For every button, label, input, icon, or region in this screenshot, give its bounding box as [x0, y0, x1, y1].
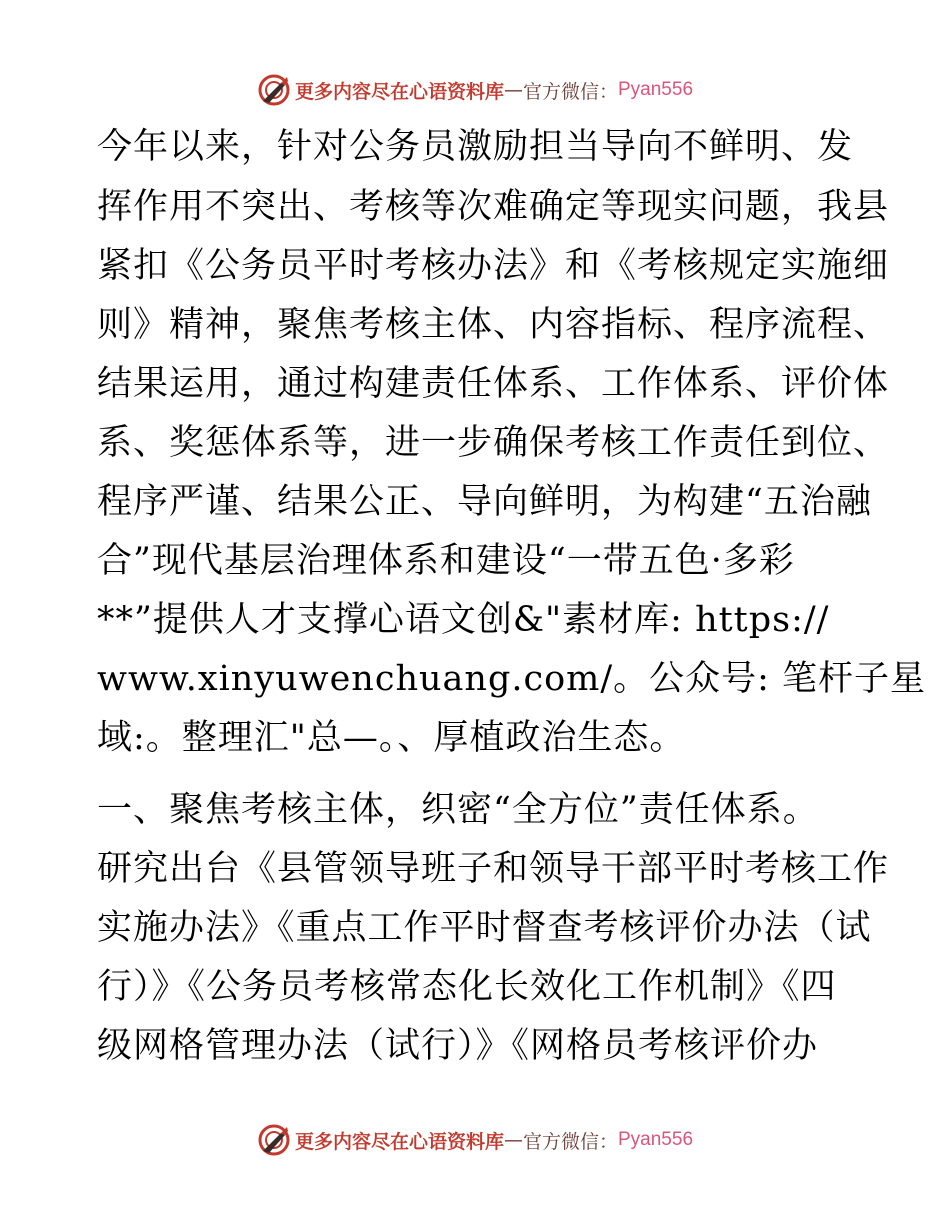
body-line: 研究出台《县管领导班子和领导干部平时考核工作	[97, 849, 890, 889]
watermark-dash: —	[503, 79, 523, 101]
body-line: 程序严谨、结果公正、导向鲜明，为构建“五治融	[97, 482, 872, 522]
body-line: 行）》《公务员考核常态化长效化工作机制》《四	[97, 967, 837, 1007]
body-line: 实施办法》《重点工作平时督查考核评价办法（试	[97, 908, 872, 948]
body-line: 域:。整理汇"总—。、厚植政治生态。	[97, 718, 686, 758]
body-line: 级网格管理办法（试行）》《网格员考核评价办	[97, 1026, 819, 1066]
body-line: 今年以来，针对公务员激励担当导向不鲜明、发	[97, 127, 854, 167]
header-watermark	[0, 70, 950, 110]
body-line: 结果运用，通过构建责任体系、工作体系、评价体	[97, 364, 890, 404]
pen-logo-icon	[257, 73, 291, 107]
body-line: **”提供人才支撑心语文创&"素材库: https://	[97, 600, 830, 640]
body-line: 则》精神，聚焦考核主体、内容指标、程序流程、	[97, 305, 890, 345]
watermark-site-text: 更多内容尽在心语资料库	[294, 80, 504, 103]
body-line: 合”现代基层治理体系和建设“一带五色·多彩	[97, 541, 795, 581]
watermark-wechat-id: Pyan556	[618, 1129, 694, 1150]
footer-watermark	[0, 1120, 950, 1160]
section-heading: 一、聚焦考核主体，织密“全方位”责任体系。	[97, 790, 819, 830]
watermark-dash: —	[503, 1129, 523, 1151]
watermark-site-text: 更多内容尽在心语资料库	[294, 1130, 504, 1153]
watermark-wechat-label: 官方微信：	[522, 80, 618, 103]
body-line: 紧扣《公务员平时考核办法》和《考核规定实施细	[97, 246, 890, 286]
watermark-wechat-id: Pyan556	[618, 79, 694, 100]
body-line: 系、奖惩体系等，进一步确保考核工作责任到位、	[97, 423, 890, 463]
watermark-wechat-label: 官方微信：	[522, 1130, 618, 1153]
pen-logo-icon	[257, 1123, 291, 1157]
body-line: www.xinyuwenchuang.com/。公众号: 笔杆子星	[97, 659, 927, 699]
body-line: 挥作用不突出、考核等次难确定等现实问题，我县	[97, 187, 890, 227]
